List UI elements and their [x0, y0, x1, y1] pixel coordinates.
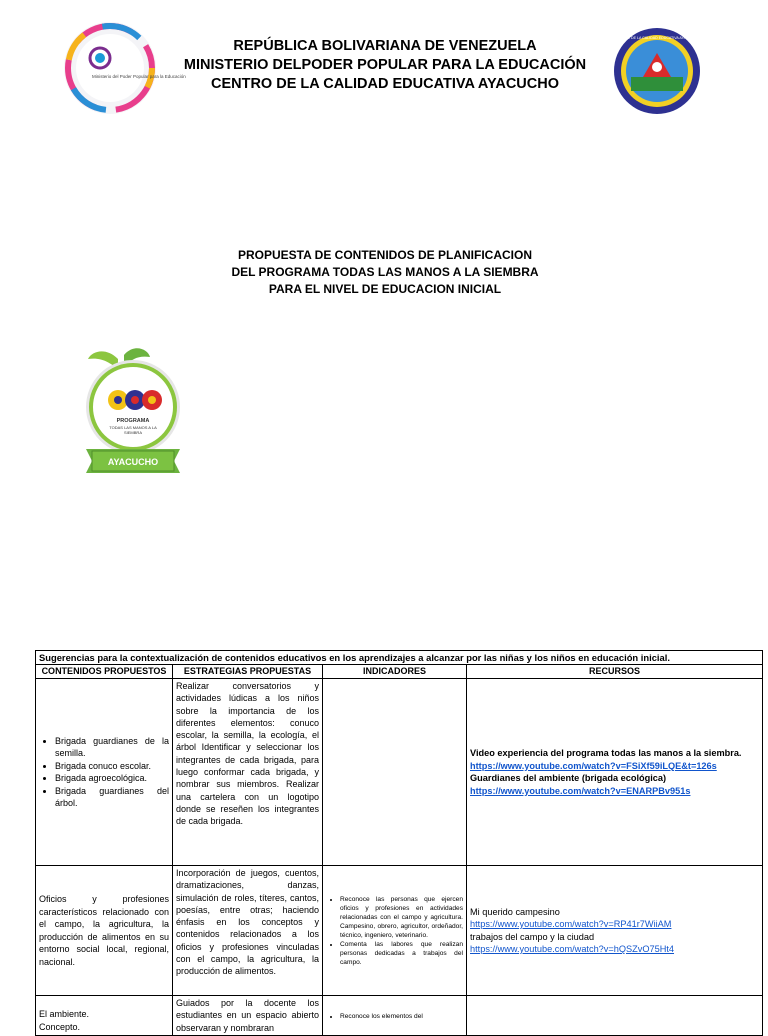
- row3-contents-line: Concepto.: [39, 1021, 81, 1032]
- proposal-title: [180, 247, 590, 298]
- row3-resources: [467, 996, 763, 1036]
- list-item: • Brigada conuco escolar.: [55, 760, 169, 773]
- header-line-2: MINISTERIO DELPODER POPULAR PARA LA EDUCACIÓN: [183, 57, 587, 73]
- resource-title: trabajos del campo y la ciudad: [470, 931, 595, 942]
- resource-link[interactable]: https://www.youtube.com/watch?v=hQSZvO75Ht4: [470, 944, 675, 954]
- header-strategies: ESTRATEGIAS PROPUESTAS: [173, 665, 323, 679]
- resource-title: Mi querido campesino: [470, 906, 560, 917]
- program-logo-subtitle-2: SIEMBRA: [123, 430, 143, 435]
- header-line-3: CENTRO DE LA CALIDAD EDUCATIVA AYACUCHO: [210, 76, 559, 92]
- program-logo-title: PROGRAMA: [116, 418, 150, 424]
- header-contents: CONTENIDOS PROPUESTOS: [36, 665, 173, 679]
- row2-resources: [467, 866, 763, 996]
- row1-resources: [467, 679, 763, 866]
- resource-link[interactable]: https://www.youtube.com/watch?v=RP41r7WiiAM: [470, 919, 672, 929]
- resource-link[interactable]: https://www.youtube.com/watch?v=FSiXf59iLQE&t=126s: [470, 760, 717, 771]
- row3-contents: [36, 996, 173, 1036]
- seal-text: CENTRO DE LA CALIDAD EDUCATIVA AYACUCHO: [614, 36, 700, 40]
- row2-contents: Oficios y profesiones característicos relacionado con el campo, la agricultura, la producción de alimentos en su entorno social local, regional, nacional.: [36, 866, 173, 996]
- row1-contents: [36, 679, 173, 866]
- resource-title: Guardianes del ambiente (brigada ecológica): [470, 773, 667, 783]
- list-item: • Brigada agroecológica.: [55, 772, 169, 785]
- list-item: • Reconoce los elementos del: [340, 1012, 463, 1021]
- list-item: • Brigada guardianes del árbol.: [55, 785, 169, 810]
- list-item: • Reconoce las personas que ejercen oficios y profesiones en actividades relacionadas con el campo y agricultura. Campesino, obrero, agricultor, ordeñador, técnico, ingeniero, veterinario.: [340, 895, 463, 940]
- list-item: • Brigada guardianes de la semilla.: [55, 735, 169, 760]
- proposal-line-1: PROPUESTA DE CONTENIDOS DE PLANIFICACION: [237, 248, 533, 262]
- program-logo-subtitle-1: TODAS LAS MANOS A LA: [109, 425, 157, 430]
- program-logo: [78, 345, 188, 485]
- contents-table: [35, 650, 763, 1036]
- header-indicators: INDICADORES: [323, 665, 467, 679]
- row3-contents-line: El ambiente.: [39, 1009, 90, 1019]
- proposal-line-3: PARA EL NIVEL DE EDUCACION INICIAL: [268, 282, 502, 296]
- row1-indicators: [323, 679, 467, 866]
- resource-title: Video experiencia del programa todas las manos a la siembra.: [470, 748, 742, 758]
- row3-strategy: Guiados por la docente los estudiantes en un espacio abierto observaran y nombraran: [173, 996, 323, 1036]
- list-item: • Comenta las labores que realizan personas dedicadas a trabajos del campo.: [340, 940, 463, 967]
- resource-link[interactable]: https://www.youtube.com/watch?v=ENARPBv951s: [470, 785, 691, 796]
- table-row: [36, 866, 763, 996]
- header-line-1: REPÚBLICA BOLIVARIANA DE VENEZUELA: [233, 38, 537, 54]
- row3-indicators: [323, 996, 467, 1036]
- education-center-seal: [613, 27, 701, 115]
- table-row: [36, 996, 763, 1036]
- proposal-line-2: DEL PROGRAMA TODAS LAS MANOS A LA SIEMBRA: [231, 265, 539, 279]
- header-title: [160, 37, 610, 94]
- row2-indicators: [323, 866, 467, 996]
- row1-strategy: Realizar conversatorios y actividades lúdicas a los niños sobre la importancia de los diferentes elementos: conuco escolar, la semilla, la ecología, el árbol Identificar y seleccionar los integrantes de cada brigada, para luego conformar cada brigada, y nombrar sus miembros. Realizar una cartelera con un logotipo donde se reseñen los integrantes de cada brigada.: [173, 679, 323, 866]
- ministry-logo-text: Ministerio del Poder Popular para la Educación: [92, 74, 186, 79]
- ministry-logo: [62, 20, 186, 116]
- row2-strategy: Incorporación de juegos, cuentos, dramatizaciones, danzas, simulación de roles, títeres, cantos, poesías, entre otras; haciendo énfasis en los conceptos y contenidos relacionados a los oficios y profesiones vinculadas con el campo, la agricultura, la producción de alimentos.: [173, 866, 323, 996]
- program-logo-ribbon: AYACUCHO: [107, 457, 159, 467]
- table-row: [36, 679, 763, 866]
- header-resources: RECURSOS: [467, 665, 763, 679]
- table-caption: Sugerencias para la contextualización de contenidos educativos en los aprendizajes a alcanzar por las niñas y los niños en educación inicial.: [36, 651, 763, 665]
